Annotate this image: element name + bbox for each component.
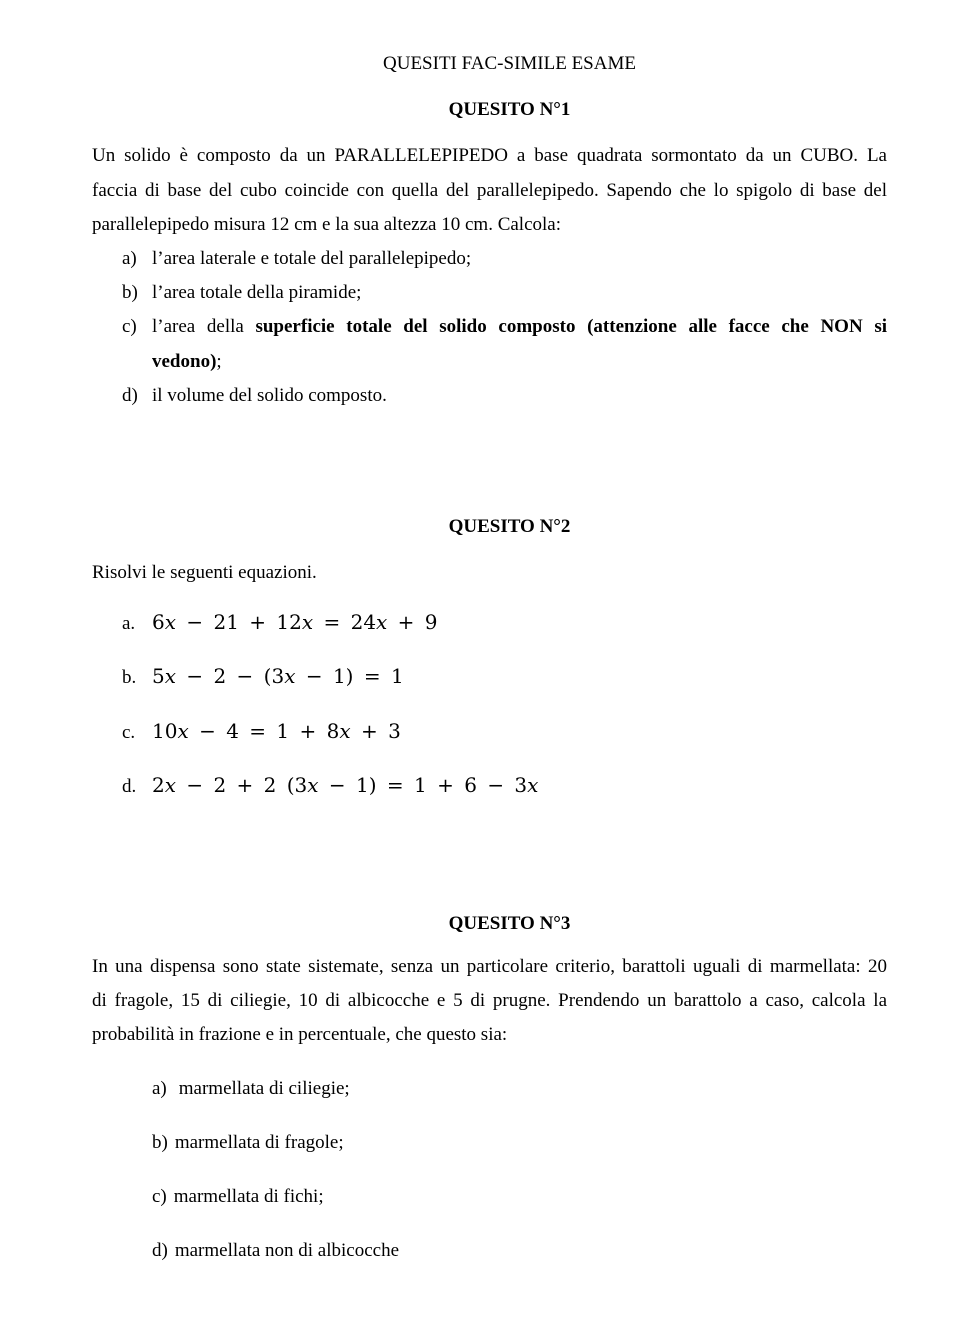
quesito-1-text-line-1: Un solido è composto da un PARALLELEPIPEDO a base quadrata sormontato da un CUBO. La — [92, 145, 887, 166]
equation-text: 5𝑥 − 2 − (3𝑥 − 1) = 1 — [152, 664, 404, 688]
list-marker: d. — [122, 776, 137, 797]
quesito-3-text-line-3: probabilità in frazione e in percentuale, che questo sia: — [92, 1024, 508, 1045]
item-c-post-text: ; — [216, 350, 222, 372]
quesito-3-item-d — [152, 1240, 399, 1262]
quesito-1-heading: QUESITO N°1 — [448, 99, 571, 120]
quesito-2-heading: QUESITO N°2 — [448, 516, 571, 537]
item-c-bold-text-1: superficie totale del solido composto (attenzione alle facce che NON si — [255, 316, 887, 337]
item-c-line-1 — [152, 310, 887, 345]
quesito-3-item-a — [152, 1078, 350, 1100]
list-item-text: marmellata di ciliegie; — [178, 1078, 350, 1099]
list-item-text: marmellata di fichi; — [173, 1186, 324, 1207]
quesito-3-item-b — [152, 1132, 344, 1154]
list-marker: d) — [122, 385, 138, 406]
list-marker: d) — [152, 1240, 168, 1261]
quesito-3-heading: QUESITO N°3 — [448, 913, 571, 934]
quesito-1-text-line-3: parallelepipedo misura 12 cm e la sua altezza 10 cm. Calcola: — [92, 214, 561, 235]
list-item-text: marmellata non di albicocche — [174, 1240, 400, 1261]
document-title: QUESITI FAC-SIMILE ESAME — [383, 53, 636, 74]
list-item-text — [152, 310, 887, 379]
quesito-1-text-line-2: faccia di base del cubo coincide con quella del parallelepipedo. Sapendo che lo spigolo di base del — [92, 180, 887, 201]
equation-text: 2𝑥 − 2 + 2 (3𝑥 − 1) = 1 + 6 − 3𝑥 — [152, 773, 539, 797]
equation-text: 6𝑥 − 21 + 12𝑥 = 24𝑥 + 9 — [152, 610, 438, 634]
item-c-line-2 — [152, 345, 887, 380]
list-marker: a) — [122, 248, 137, 269]
quesito-1-item-d — [122, 379, 887, 414]
item-c-plain-text: l’area della — [152, 316, 256, 337]
list-marker: a. — [122, 613, 136, 634]
list-marker: c. — [122, 722, 136, 743]
item-c-bold-text-2: vedono) — [152, 350, 217, 372]
quesito-3-text-line-2: di fragole, 15 di ciliegie, 10 di albicocche e 5 di prugne. Prendendo un barattolo a caso, calcola la — [92, 990, 887, 1011]
list-marker: b. — [122, 667, 137, 688]
equation-b — [122, 664, 404, 689]
list-marker: b) — [122, 282, 138, 303]
quesito-1-item-b — [122, 276, 887, 311]
quesito-1-item-a — [122, 242, 887, 277]
equation-c — [122, 719, 401, 744]
list-item-text: marmellata di fragole; — [174, 1132, 344, 1153]
quesito-3-item-c — [152, 1186, 324, 1208]
quesito-2-intro: Risolvi le seguenti equazioni. — [92, 562, 317, 583]
quesito-1-item-c — [122, 310, 887, 379]
list-marker: a) — [152, 1078, 167, 1099]
equation-d — [122, 773, 538, 798]
quesito-3-text-line-1: In una dispensa sono state sistemate, senza un particolare criterio, barattoli uguali di marmellata: 20 — [92, 956, 887, 977]
list-item-text: il volume del solido composto. — [152, 385, 387, 406]
equation-a — [122, 610, 438, 635]
list-marker: c) — [122, 316, 137, 337]
list-item-text: l’area laterale e totale del parallelepipedo; — [152, 248, 472, 269]
list-marker: b) — [152, 1132, 168, 1153]
list-marker: c) — [152, 1186, 167, 1207]
list-item-text: l’area totale della piramide; — [152, 282, 362, 303]
equation-text: 10𝑥 − 4 = 1 + 8𝑥 + 3 — [152, 719, 401, 743]
